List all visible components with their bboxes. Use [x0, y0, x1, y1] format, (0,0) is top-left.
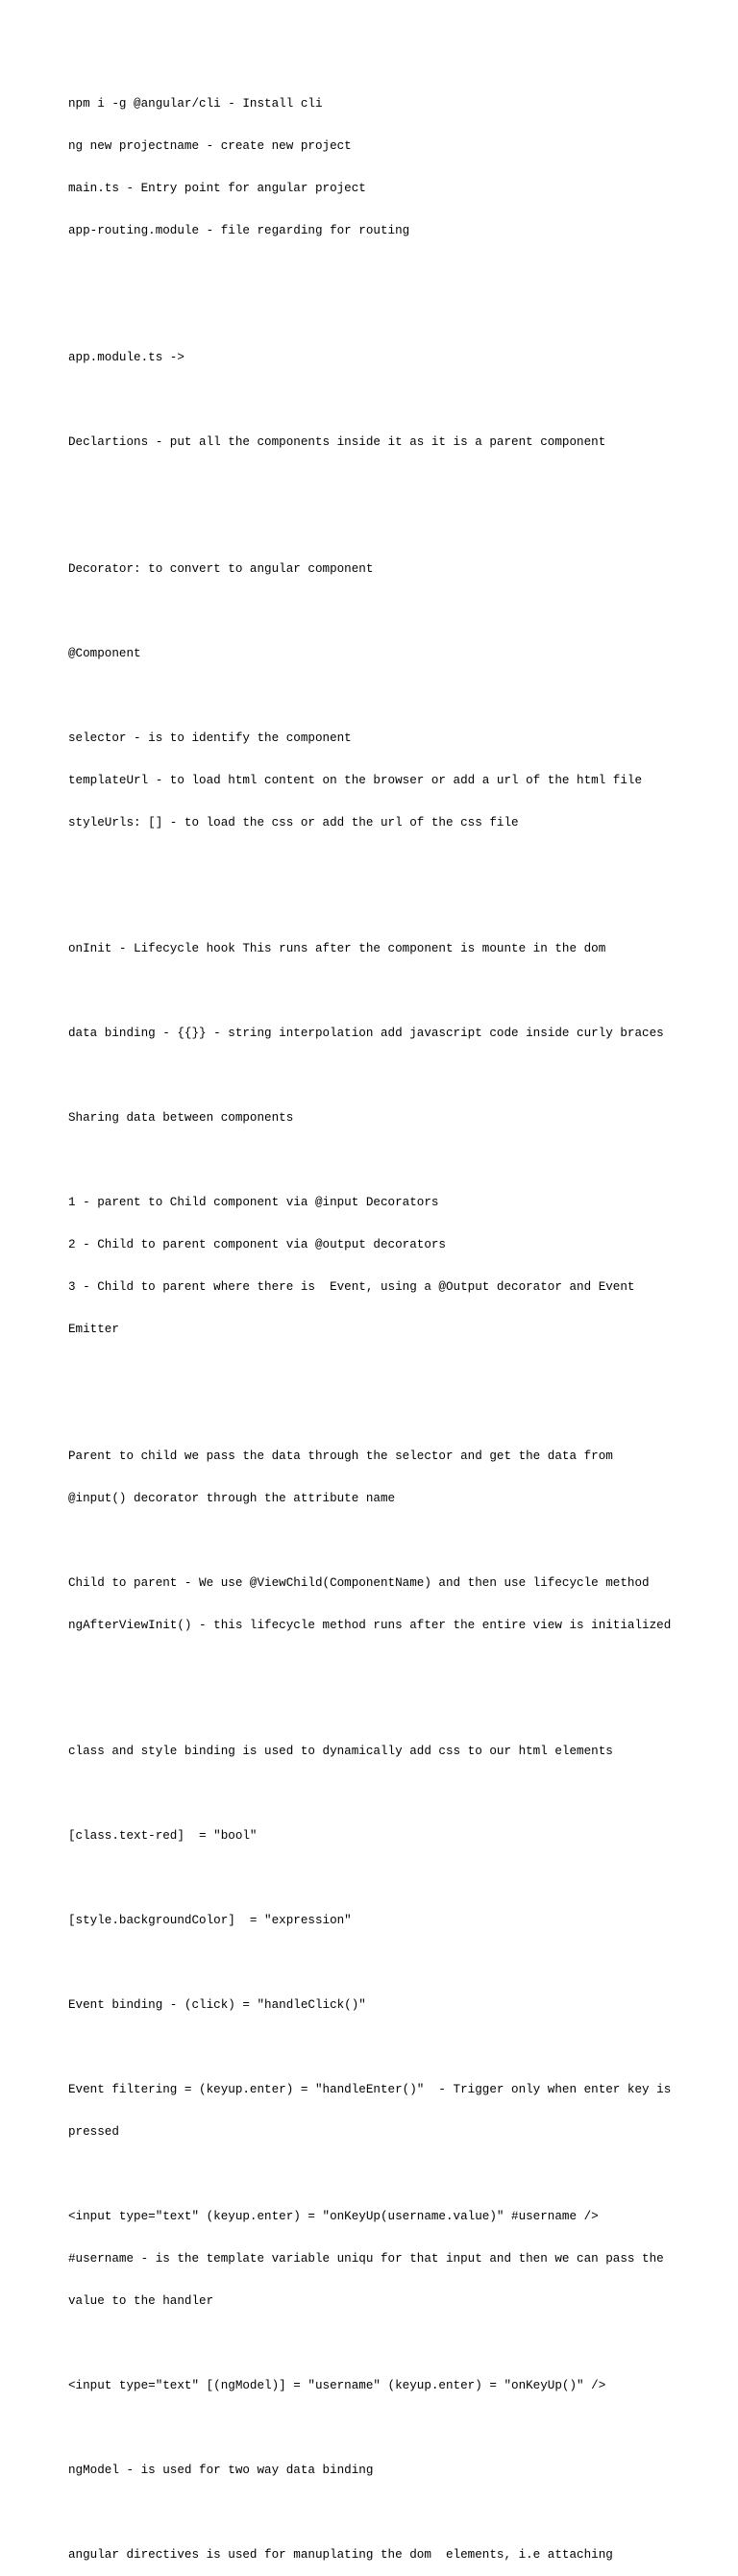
text-line: value to the handler — [68, 2293, 214, 2308]
blank-line — [68, 478, 693, 492]
blank-line — [68, 1661, 693, 1675]
text-line: Declartions - put all the components inside it as it is a parent component — [68, 434, 606, 449]
blank-line — [68, 393, 693, 408]
text-line: app-routing.module - file regarding for routing — [68, 224, 410, 238]
blank-line — [68, 1956, 693, 1970]
text-line: styleUrls: [] - to load the css or add the url of the css file — [68, 815, 519, 830]
text-line: ng new projectname - create new project — [68, 139, 352, 154]
text-line: angular directives is used for manuplating the dom elements, i.e attaching — [68, 2547, 613, 2562]
blank-line — [68, 1787, 693, 1801]
text-line: [style.backgroundColor] = "expression" — [68, 1914, 352, 1928]
text-line: ngAfterViewInit() - this lifecycle method runs after the entire view is initialized — [68, 1618, 672, 1632]
text-line: 1 - parent to Child component via @input Decorators — [68, 1196, 439, 1210]
blank-line — [68, 266, 693, 281]
text-line: Parent to child we pass the data through the selector and get the data from — [68, 1449, 613, 1463]
text-line: class and style binding is used to dynamically add css to our html elements — [68, 1745, 613, 1759]
blank-line — [68, 2041, 693, 2055]
blank-line — [68, 2337, 693, 2351]
text-line: #username - is the template variable uniqu for that input and then we can pass the — [68, 2251, 664, 2266]
text-line: <input type="text" (keyup.enter) = "onKeyUp(username.value)" #username /> — [68, 2209, 599, 2223]
text-line: ngModel - is used for two way data binding — [68, 2463, 374, 2477]
blank-line — [68, 1365, 693, 1379]
text-line: app.module.ts -> — [68, 351, 184, 365]
blank-line — [68, 2167, 693, 2182]
text-line: Event binding - (click) = "handleClick()" — [68, 1998, 366, 2013]
text-line: [class.text-red] = "bool" — [68, 1829, 258, 1844]
text-line: templateUrl - to load html content on the browser or add a url of the html file — [68, 773, 643, 787]
document-body — [68, 69, 693, 2576]
text-line: Child to parent - We use @ViewChild(ComponentName) and then use lifecycle method — [68, 1575, 650, 1590]
blank-line — [68, 689, 693, 704]
text-line: <input type="text" [(ngModel)] = "username" (keyup.enter) = "onKeyUp()" /> — [68, 2378, 606, 2392]
blank-line — [68, 309, 693, 323]
blank-line — [68, 900, 693, 914]
text-line: pressed — [68, 2125, 119, 2140]
blank-line — [68, 984, 693, 999]
blank-line — [68, 520, 693, 534]
text-line: 3 - Child to parent where there is Event, using a @Output decorator and Event — [68, 1280, 635, 1294]
text-line: data binding - {{}} - string interpolation add javascript code inside curly braces — [68, 1027, 664, 1041]
text-line: Decorator: to convert to angular component — [68, 561, 374, 576]
text-line: onInit - Lifecycle hook This runs after the component is mounte in the dom — [68, 942, 606, 956]
blank-line — [68, 1407, 693, 1422]
blank-line — [68, 1871, 693, 1886]
text-line: Event filtering = (keyup.enter) = "handleEnter()" - Trigger only when enter key is — [68, 2083, 672, 2097]
blank-line — [68, 2506, 693, 2520]
blank-line — [68, 1153, 693, 1168]
text-line: npm i -g @angular/cli - Install cli — [68, 97, 323, 111]
blank-line — [68, 857, 693, 872]
blank-line — [68, 1703, 693, 1718]
text-line: Emitter — [68, 1322, 119, 1336]
text-line: 2 - Child to parent component via @output decorators — [68, 1238, 446, 1252]
text-line: Sharing data between components — [68, 1111, 294, 1126]
blank-line — [68, 1069, 693, 1083]
text-line: @input() decorator through the attribute name — [68, 1491, 396, 1505]
text-line: @Component — [68, 646, 141, 660]
blank-line — [68, 2421, 693, 2436]
text-line: selector - is to identify the component — [68, 731, 352, 745]
blank-line — [68, 1534, 693, 1548]
text-line: main.ts - Entry point for angular project — [68, 182, 366, 196]
blank-line — [68, 605, 693, 619]
